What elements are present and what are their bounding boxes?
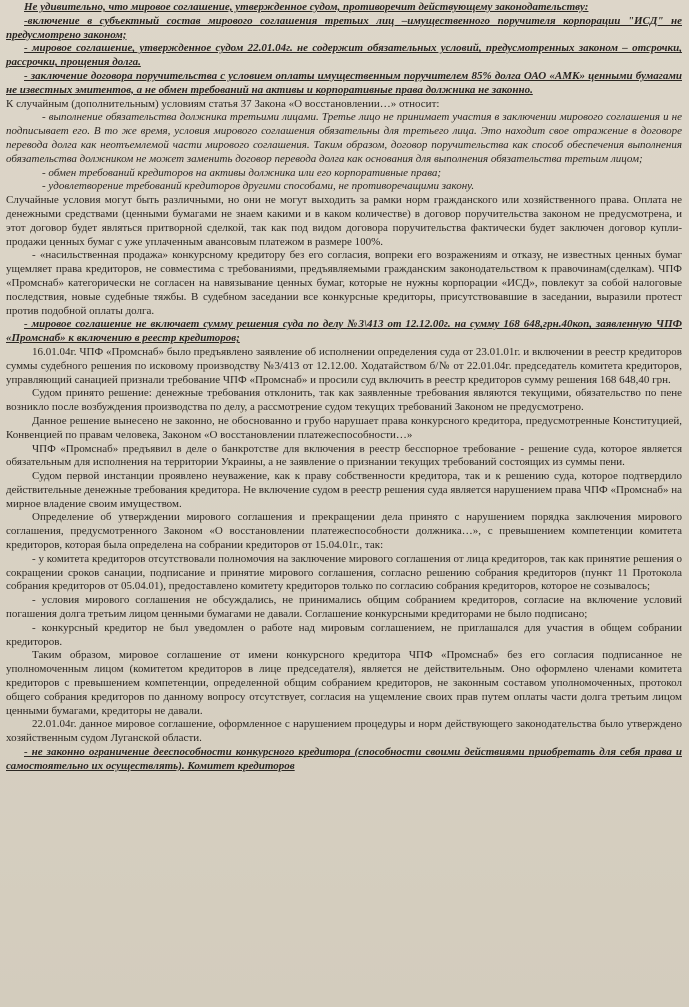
document-text [6, 1, 682, 774]
list-item: - не законно ограничение дееспособности конкурсного кредитора (способности своими действиями приобретать для себя права и самостоятельно их осуществлять). Комитет кредиторов [6, 746, 682, 772]
paragraph: - «насильственная продажа» конкурсному кредитору без его согласия, вопреки его возражениям и отказу, не известных ценных бумаг ущемляет права кредиторов, не совместима с требованиями, предъявляемыми гражданским законодательством к правочинам(сделкам). ЧПФ «Промснаб» категорически не согласен на навязывание ценных бумаг, которые не нужны корпорации «ИСД», повлекут за собой налоговые последствия, новые судебные тяжбы. В судебном заседании все конкурсные кредиторы, присутствовавшие в заседании, выразили протест против подобной оплаты долга. [6, 249, 682, 317]
paragraph: Судом первой инстанции проявлено неуважение, как к праву собственности кредитора, так и к решению суда, которое подтвердило действительные денежные требования кредитора. Не включение судом в реестр решения суда является нарушением права ЧПФ «Промснаб» на мирное владение своим имуществом. [6, 470, 682, 510]
list-item: - условия мирового соглашения не обсуждались, не принимались общим собранием кредиторов, согласие на включение условий погашения долга третьим лицом ценными бумагами не давали. Соглашение конкурсными кредиторами не было подписано; [6, 594, 682, 621]
list-item: - у комитета кредиторов отсутствовали полномочия на заключение мирового соглашения от лица кредиторов, так как принятие решения о сокращении сроков санации, подписание и принятие мирового соглашения, согласно решению собрания кредиторов (пункт 11 Протокола собрания кредиторов от 05.04.01), предоставлено комитету кредиторов только по согласию собрания кредиторов, которое не созывалось; [6, 552, 682, 593]
paragraph: К случайным (дополнительным) условиям статья 37 Закона «О восстановлении…» относит: [6, 97, 440, 110]
list-item: - конкурсный кредитор не был уведомлен о работе над мировым соглашением, не приглашался для участия в общем собрании кредиторов. [6, 621, 682, 648]
paragraph: Определение об утверждении мирового соглашения и прекращении дела принято с нарушением порядка заключения мирового соглашения, предусмотренного Законом «О восстановлении платежеспособности должника…», с превышением компетенции комитета кредиторов, которая была определена на собрании кредиторов от 15.04.01г., так: [6, 511, 682, 552]
paragraph: Судом принято решение: денежные требования отклонить, так как заявленные требования являются текущими, обязательство по пене возникло после возбуждения производства по делу, а рассмотрение судом текущих требований Законом не предусмотрено. [6, 387, 682, 414]
list-item: - мировое соглашение не включает сумму решения суда по делу №3\413 от 12.12.00г. на сумму 168 648,грн.40коп, заявленную ЧПФ «Промснаб» к включению в реестр кредиторов; [6, 318, 682, 345]
paragraph: ЧПФ «Промснаб» предъявил в деле о банкротстве для включения в реестр бесспорное требование - решение суда, которое является обязательным для исполнения на территории Украины, а не заявление о признании текущих требований состоящих из суммы пени. [6, 442, 682, 469]
list-item: - удовлетворение требований кредиторов другими способами, не противоречащими закону. [42, 180, 475, 193]
list-item: - выполнение обязательства должника третьими лицами. Третье лицо не принимает участия в заключении мирового соглашения и не подписывает его. В то же время, условия мирового соглашения обязательны для третьего лица. Это находит свое отражение в договоре перевода долга как неотъемлемой части мирового соглашения. Таким образом, договор поручительства как способ обеспечения выполнения обязательства должником не может заменить договор перевода долга как основания для выполнения обязательства третьим лицом; [6, 111, 682, 165]
list-item: - заключение договора поручительства с условием оплаты имущественным поручителем 85% долга ОАО «АМК» ценными бумагами не известных эмитентов, а не обмен требований на активы и корпоративные права должника не законно. [6, 69, 682, 96]
list-item: - мировое соглашение, утвержденное судом 22.01.04г. не содержит обязательных условий, предусмотренных законом – отсрочки, рассрочки, прощения долга. [6, 42, 682, 69]
paragraph: 16.01.04г. ЧПФ «Промснаб» было предъявлено заявление об исполнении определения суда от 23.01.01г. и включении в реестр кредиторов суммы судебного решения по исковому производству №3/413 от 12.12.00. Ходатайством б/№ от 22.01.04г. председатель комитета кредиторов, управляющий санацией признали требование ЧПФ «Промснаб» и просили суд включить в реестр кредиторов сумму решения 168 648,40 грн. [6, 345, 682, 386]
heading-paragraph: Не удивительно, что мировое соглашение, утвержденное судом, противоречит действующему законодательству: [24, 1, 589, 13]
paragraph: Таким образом, мировое соглашение от имени конкурсного кредитора ЧПФ «Промснаб» без его согласия подписанное не уполномоченным лицом (комитетом кредиторов в лице председателя), является не действительным. Оно оформлено членами комитета кредиторов с превышением компетенции, определенной общим собранием кредиторов, не законным составом уполномоченных, протокол общего собрания кредиторов по данному вопросу отсутствует, согласия на ущемление своих прав путем оплаты части долга третьим лицом ценными бумагами, кредиторы не давали. [6, 649, 682, 717]
list-item: -включение в субъектный состав мирового соглашения третьих лиц –имущественного поручителя корпорации "ИСД" не предусмотрено законом; [6, 14, 682, 41]
list-item: - обмен требований кредиторов на активы должника или его корпоративные права; [42, 166, 442, 179]
paragraph: Случайные условия могут быть различными, но они не могут выходить за рамки норм гражданского или хозяйственного права. Оплата не денежными средствами (ценными бумагами не знаем какими и в каком количестве) в договор поручительства законом не предусмотрена, и этот договор будет являться притворной сделкой, так как под видом договора поручительства фактически будет заключен договор купли-продажи ценных бумаг с уже уплаченным авансовым платежом в размере 100%. [6, 194, 682, 248]
paragraph: Данное решение вынесено не законно, не обоснованно и грубо нарушает права конкурсного кредитора, предусмотренные Конституцией, Конвенцией по правам человека, Законом «О восстановлении платежеспособности…» [6, 414, 682, 441]
paragraph: 22.01.04г. данное мировое соглашение, оформленное с нарушением процедуры и норм действующего законодательства было утверждено хозяйственным судом Луганской области. [6, 718, 682, 745]
